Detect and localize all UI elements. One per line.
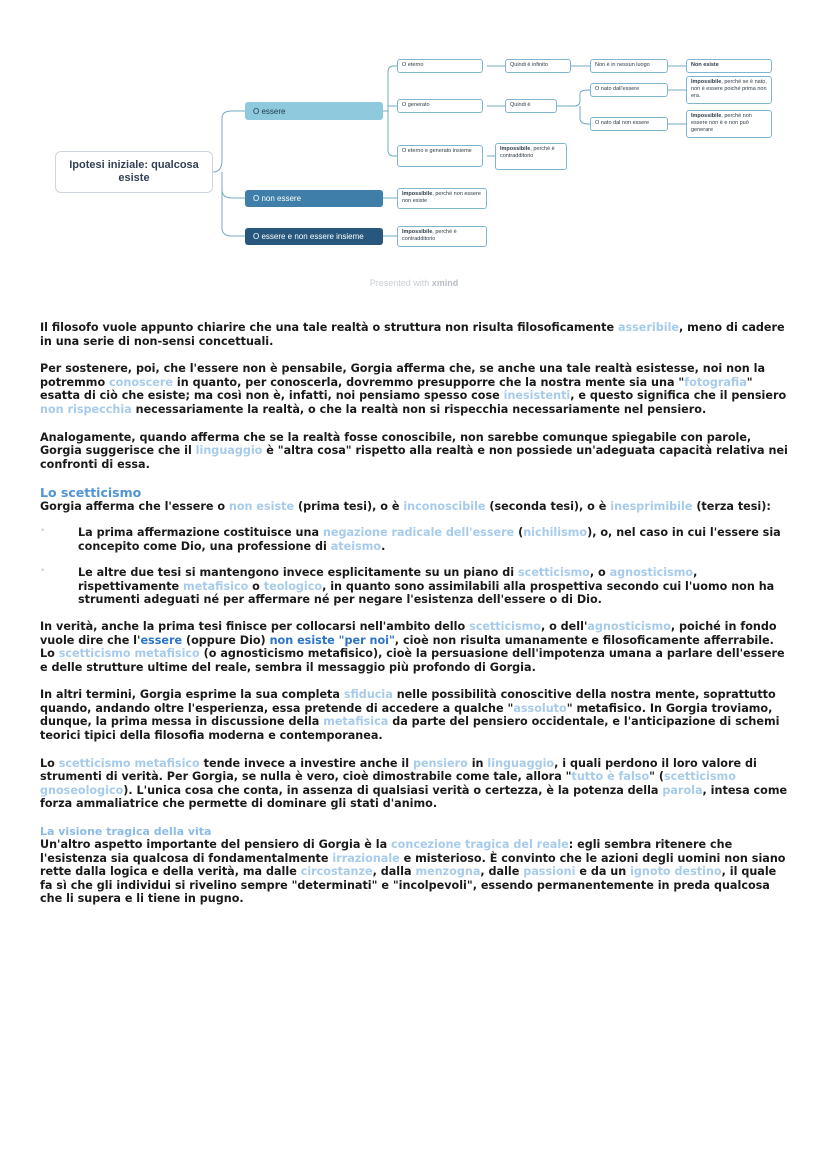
- list-item: [40, 526, 792, 553]
- text-segment: Il filosofo vuole appunto chiarire che una tale realtà o struttura non risulta filosoficamente: [40, 321, 618, 334]
- text-segment: Analogamente, quando afferma che se la realtà fosse conoscibile, non sarebbe comunque spiegabile con parole, Gorgia suggerisce che il: [40, 430, 752, 458]
- connector-root: [213, 111, 245, 236]
- text-segment: , o dell': [540, 619, 588, 633]
- node-impossibile-non-essere-esiste: [397, 188, 487, 209]
- text-segment: in: [467, 756, 488, 770]
- text-segment: Le altre due tesi si mantengono invece esplicitamente su un piano di: [78, 566, 518, 580]
- node-nessun-luogo: Non è in nessun luogo: [590, 59, 668, 73]
- text-segment: .: [381, 539, 386, 553]
- node-impossibile-non-essere: [686, 110, 772, 138]
- text-segment: o: [248, 579, 264, 593]
- impossibile-text: , perché non essere non esiste: [402, 191, 481, 204]
- text-segment: Gorgia afferma che l'essere o: [40, 500, 229, 514]
- highlighted-term: agnosticismo: [609, 566, 694, 580]
- highlighted-term: pensiero: [412, 756, 468, 770]
- node-impossibile-contraddittorio: [397, 226, 487, 247]
- thesis-list: [40, 526, 792, 607]
- text-segment: ). L'unica cosa che conta, in assenza di qualsiasi verità o certezza, è la potenza della: [123, 783, 663, 797]
- text-segment: , meno di cadere in una serie di non-sensi concettuali.: [40, 321, 785, 348]
- text-segment: (: [514, 525, 524, 539]
- highlighted-term: linguaggio: [195, 444, 263, 458]
- paragraph-3: [40, 431, 792, 472]
- mind-map: [0, 0, 828, 300]
- highlighted-term: tutto è falso: [571, 770, 650, 784]
- text-segment: nelle possibilità conoscitive della nostra mente, soprattutto quando, andando oltre l'esperienza, essa pretende di accedere a qualche ": [40, 688, 776, 715]
- node-nato-non-essere: O nato dal non essere: [590, 117, 668, 131]
- text-segment: " esatta di ciò che esiste; ma così non è, infatti, noi pensiamo spesso cose: [40, 375, 753, 403]
- text-segment: La prima affermazione costituisce una: [78, 525, 323, 539]
- node-essere: O essere: [245, 102, 383, 120]
- text-segment: (oppure Dio): [182, 633, 270, 647]
- node-non-essere: O non essere: [245, 190, 383, 207]
- footer-brand: xmind: [431, 278, 459, 288]
- highlighted-term: fotografia: [684, 375, 747, 389]
- list-item-text: [78, 526, 792, 553]
- impossibile-label: Impossibile: [402, 191, 433, 197]
- node-non-esiste: Non esiste: [686, 59, 772, 73]
- impossibile-text: , perché è contradditorio: [402, 229, 457, 242]
- impossibile-label: Impossibile: [402, 229, 433, 235]
- highlighted-term: scetticismo metafisico: [58, 756, 200, 770]
- node-quindi-e: Quindi è: [505, 99, 557, 113]
- highlighted-term: ignoto destino: [630, 865, 722, 879]
- text-segment: , dalle: [480, 865, 524, 879]
- highlighted-term: inesistenti: [503, 389, 571, 403]
- node-quindi-infinito: Quindi è infinito: [505, 59, 571, 73]
- paragraph-4: [40, 500, 792, 514]
- highlighted-term: circostanze: [300, 865, 373, 879]
- text-segment: , dalla: [372, 865, 416, 879]
- text-segment: In verità, anche la prima tesi finisce per collocarsi nell'ambito dello: [40, 619, 470, 633]
- highlighted-term: sfiducia: [343, 688, 393, 702]
- connector-essere: [383, 66, 397, 156]
- paragraph-8: [40, 838, 792, 906]
- heading-scetticismo: Lo scetticismo: [40, 485, 142, 501]
- footer-text: Presented with: [369, 278, 430, 288]
- text-segment: Un'altro aspetto importante del pensiero di Gorgia è la: [40, 838, 392, 852]
- text-segment: (terza tesi):: [692, 500, 771, 514]
- text-segment: in quanto, per conoscerla, dovremmo presupporre che la nostra mente sia una ": [173, 375, 685, 389]
- paragraph-2: [40, 362, 792, 416]
- highlighted-term: essere: [140, 633, 183, 647]
- text-segment: necessariamente la realtà, o che la realtà non si rispecchia necessariamente nel pensiero.: [131, 402, 707, 416]
- impossibile-label: Impossibile: [691, 79, 722, 85]
- highlighted-term: teologico: [263, 579, 323, 593]
- highlighted-term: metafisica: [323, 715, 389, 729]
- text-segment: Lo: [40, 756, 59, 770]
- highlighted-term: passioni: [523, 865, 576, 879]
- highlighted-term: irrazionale: [332, 851, 400, 865]
- node-eterno-generato: O eterno e generato insieme: [397, 145, 483, 167]
- text-segment: , e questo significa che il pensiero: [570, 389, 787, 403]
- highlighted-term: menzogna: [415, 865, 481, 879]
- highlighted-term: scetticismo: [469, 619, 541, 633]
- highlighted-term: parola: [662, 783, 703, 797]
- highlighted-term: scetticismo metafisico: [58, 647, 200, 661]
- impossibile-label: Impossibile: [691, 113, 722, 119]
- text-segment: e misterioso. È convinto che le azioni degli uomini non siano rette dalla logica e della verità, ma dalle: [40, 851, 786, 879]
- text-segment: : egli sembra ritenere che l'esistenza sia qualcosa di fondamentalmente: [40, 838, 733, 865]
- text-segment: è "altra cosa" rispetto alla realtà e non possiede un'adeguata capacità relativa nei confronti di essa.: [40, 444, 788, 471]
- heading-visione-tragica: La visione tragica della vita: [40, 825, 212, 839]
- text-segment: (seconda tesi), o è: [485, 500, 611, 514]
- highlighted-term: negazione radicale dell'essere: [322, 525, 515, 539]
- highlighted-term: ateismo: [330, 539, 382, 553]
- highlighted-term: metafisico: [183, 579, 249, 593]
- text-segment: , poiché in fondo vuole dire che l': [40, 619, 777, 647]
- xmind-footer: [0, 278, 828, 288]
- text-segment: Per sostenere, poi, che l'essere non è pensabile, Gorgia afferma che, se anche una tale realtà esistesse, noi non la potremmo: [40, 362, 766, 389]
- text-segment: (prima tesi), o è: [294, 500, 404, 514]
- highlighted-term: nichilismo: [523, 525, 588, 539]
- text-segment: , il quale fa sì che gli individui si rivelino sempre "determinati" e "incolpevoli", essendo permanentemente in preda qualcosa che li supera e li tiene in pugno.: [40, 865, 777, 906]
- text-segment: tende invece a investire anche il: [199, 756, 413, 770]
- node-eterno: O eterno: [397, 59, 483, 73]
- highlighted-term: linguaggio: [487, 756, 555, 770]
- list-item-text: [78, 566, 792, 607]
- paragraph-1: [40, 321, 792, 348]
- node-impossibile-nato: [686, 76, 772, 104]
- text-segment: , cioè non risulta umanamente e filosoficamente afferrabile. Lo: [40, 633, 774, 661]
- text-segment: , intesa come forza ammaliatrice che permette di dominare gli stati d'animo.: [40, 783, 788, 811]
- node-impossibile-insieme: [495, 143, 567, 170]
- node-essere-non-essere: O essere e non essere insieme: [245, 228, 383, 245]
- node-nato-essere: O nato dall'essere: [590, 83, 668, 97]
- impossibile-text: , perché non essere non è e non può generare: [691, 113, 752, 133]
- highlighted-term: agnosticismo: [587, 619, 671, 633]
- text-segment: ), o, nel caso in cui l'essere sia concepito come Dio, una professione di: [78, 525, 781, 553]
- highlighted-term: concezione tragica del reale: [391, 838, 569, 852]
- text-segment: " (: [649, 770, 664, 784]
- highlighted-term: inconoscibile: [403, 500, 486, 514]
- text-segment: (o agnosticismo metafisico), cioè la persuasione dell'impotenza umana a parlare dell'essere e delle strutture ultime del reale, sembra il messaggio più profondo di Gorgia.: [40, 647, 785, 674]
- text-segment: , in quanto sono assimilabili alla prospettiva secondo cui l'uomo non ha strumenti adeguati né per affermare né per negare l'esistenza dell'essere o di Dio.: [78, 579, 775, 607]
- highlighted-term: conoscere: [109, 375, 173, 389]
- text-segment: In altri termini, Gorgia esprime la sua completa: [40, 688, 344, 702]
- highlighted-term: scetticismo gnoseologico: [40, 770, 736, 797]
- text-segment: " metafisico. In Gorgia troviamo, dunque, la prima messa in discussione della: [40, 701, 773, 729]
- paragraph-5: [40, 620, 792, 674]
- paragraph-6: [40, 688, 792, 742]
- highlighted-term: asseribile: [617, 321, 680, 334]
- node-generato: O generato: [397, 99, 483, 113]
- text-segment: , o: [589, 566, 610, 580]
- impossibile-text: , perché se è nato, non è essere poiché prima non era.: [691, 79, 767, 99]
- list-item: [40, 566, 792, 607]
- text-segment: e da un: [575, 865, 631, 879]
- root-node: Ipotesi iniziale: qualcosa esiste: [55, 151, 213, 193]
- impossibile-label: Impossibile: [500, 146, 531, 152]
- highlighted-term: non esiste: [228, 500, 295, 514]
- highlighted-term: scetticismo: [517, 566, 590, 580]
- impossibile-text: , perché è contradditorio: [500, 146, 555, 159]
- highlighted-term: assoluto: [513, 701, 567, 715]
- highlighted-term: non rispecchia: [40, 402, 132, 416]
- text-segment: da parte del pensiero occidentale, e l'anticipazione di schemi teorici tipici della filosofia moderna e contemporanea.: [40, 715, 780, 743]
- document-body: [40, 321, 792, 906]
- text-segment: , rispettivamente: [78, 566, 698, 593]
- highlighted-term: non esiste "per noi": [269, 633, 395, 647]
- text-segment: , i quali perdono il loro valore di strumenti di verità. Per Gorgia, se nulla è vero, cioè dimostrabile come tale, allora ": [40, 756, 757, 784]
- highlighted-term: inesprimibile: [610, 500, 693, 514]
- connector-nato: [668, 90, 686, 124]
- paragraph-7: [40, 757, 792, 811]
